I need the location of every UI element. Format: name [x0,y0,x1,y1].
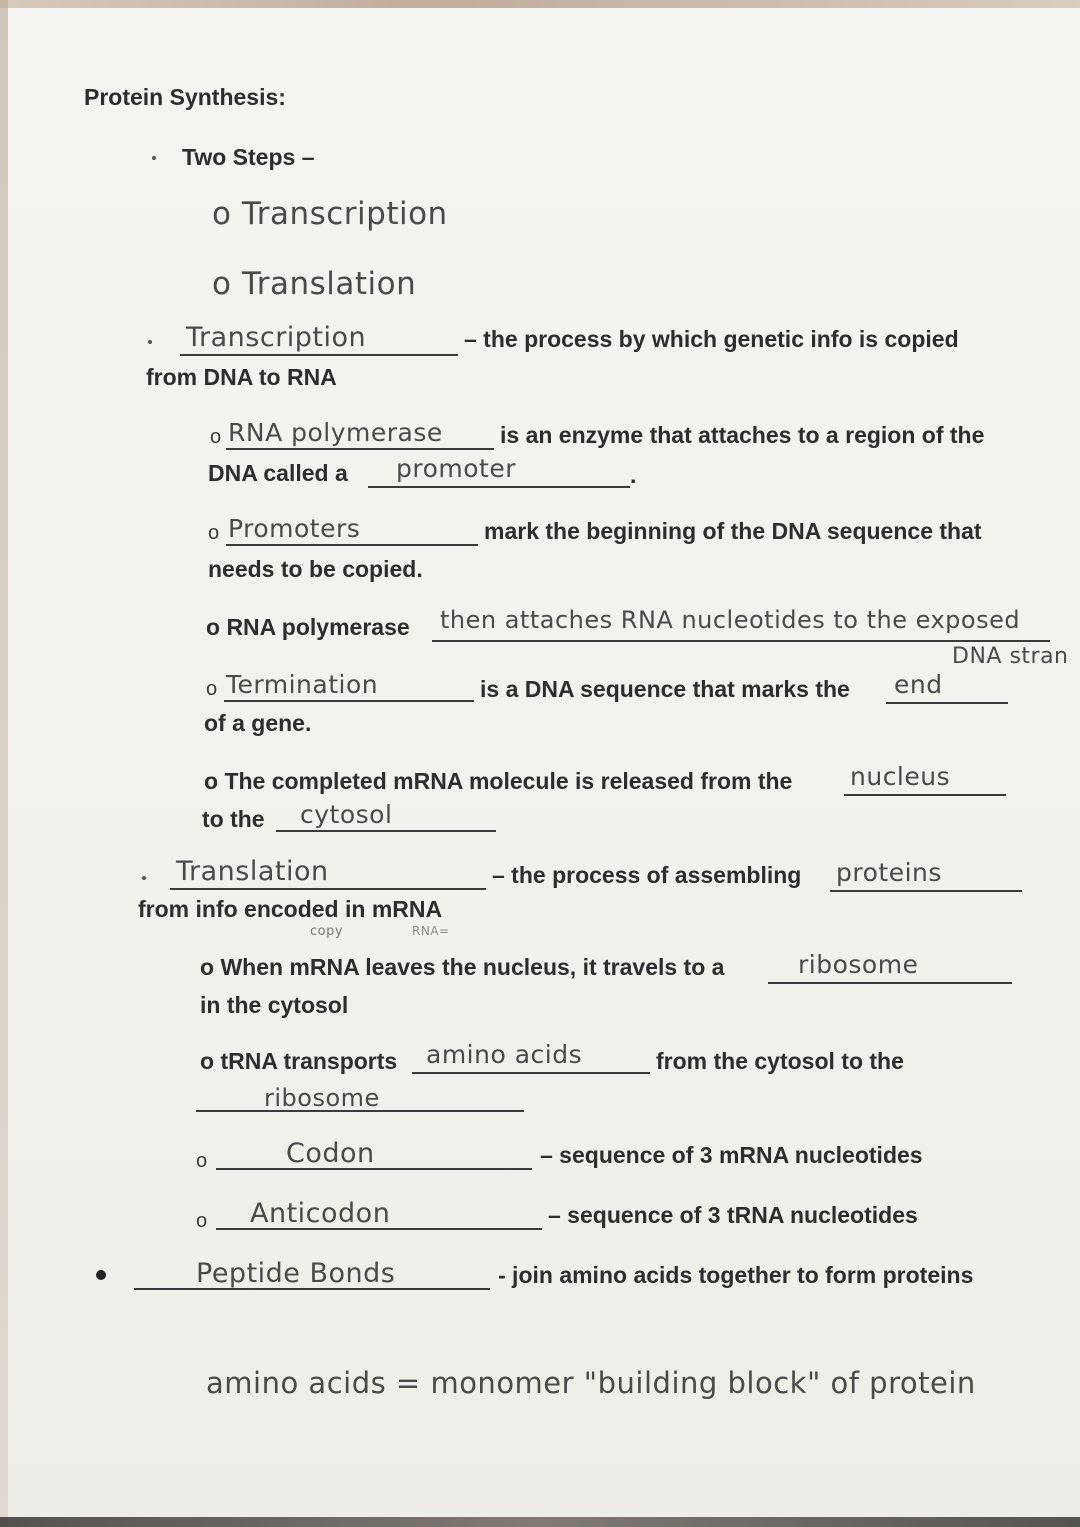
bullet-icon [148,340,152,344]
answer-blank-line [180,354,458,356]
trna-text-cont: from the cytosol to the [656,1048,904,1074]
paper-edge-bottom [0,1517,1080,1527]
attach-text: o RNA polymerase [206,614,410,640]
anticodon-answer: Anticodon [250,1198,391,1229]
answer-blank-line [830,890,1022,892]
answer-blank-line [412,1072,650,1074]
promoters-text-cont: needs to be copied. [208,556,423,582]
handwritten-footnote: amino acids = monomer "building block" of protein [206,1366,976,1400]
promoter-answer: promoter [396,454,517,483]
termination-text: is a DNA sequence that marks the [480,676,850,702]
ribosome-answer-2: ribosome [264,1084,380,1112]
margin-note-copy: copy [310,924,344,939]
answer-blank-line [196,1110,524,1112]
answer-blank-line [216,1168,532,1170]
codon-text: – sequence of 3 mRNA nucleotides [540,1142,923,1168]
attach-answer: then attaches RNA nucleotides to the exposed [440,606,1021,634]
bullet-icon [142,876,146,880]
amino-acids-answer: amino acids [426,1040,583,1069]
released-text: o The completed mRNA molecule is released from the [204,768,793,794]
translation-definition: – the process of assembling [492,862,802,888]
transcription-answer: Transcription [186,322,367,353]
translation-answer: Translation [176,856,329,887]
polymerase-text-cont: DNA called a [208,460,348,486]
promoters-answer: Promoters [228,514,361,543]
answer-blank-line [844,794,1006,796]
translation-definition-cont: from info encoded in mRNA [138,896,443,922]
paper-edge-left [0,0,8,1527]
answer-blank-line [768,982,1012,984]
rna-polymerase-answer: RNA polymerase [228,418,443,447]
termination-answer: Termination [226,670,379,699]
answer-blank-line [276,830,496,832]
peptide-text: - join amino acids together to form proteins [498,1262,974,1288]
answer-blank-line [216,1228,542,1230]
margin-note-rna: RNA= [412,924,450,938]
bullet-icon [152,156,156,160]
answer-blank-line [432,640,1050,642]
ribosome-text-cont: in the cytosol [200,992,349,1018]
step-translation: o Translation [212,266,417,302]
bullet-icon [96,1270,106,1280]
promoters-text: mark the beginning of the DNA sequence that [484,518,982,544]
page-title: Protein Synthesis: [84,84,286,110]
answer-blank-line [224,700,474,702]
ribosome-answer: ribosome [798,950,919,979]
peptide-bonds-answer: Peptide Bonds [196,1258,396,1289]
polymerase-text: is an enzyme that attaches to a region of the [500,422,985,448]
nucleus-answer: nucleus [850,762,951,791]
end-answer: end [894,670,943,699]
answer-blank-line [886,702,1008,704]
cytosol-answer: cytosol [300,800,393,829]
sub-bullet-icon: o [196,1210,208,1232]
termination-text-cont: of a gene. [204,710,312,736]
sub-bullet-icon: o [206,678,218,700]
two-steps-label: Two Steps – [182,144,315,170]
transcription-definition: – the process by which genetic info is copied [464,326,959,352]
transcription-definition-cont: from DNA to RNA [146,364,337,390]
answer-blank-line [226,544,478,546]
anticodon-text: – sequence of 3 tRNA nucleotides [548,1202,918,1228]
answer-blank-line [368,486,630,488]
period: . [630,462,637,488]
trna-text: o tRNA transports [200,1048,398,1074]
answer-blank-line [170,888,486,890]
paper-edge-top [0,0,1080,8]
codon-answer: Codon [286,1138,375,1169]
sub-bullet-icon: o [208,522,220,544]
sub-bullet-icon: o [196,1150,208,1172]
sub-bullet-icon: o [210,426,222,448]
proteins-answer: proteins [836,858,942,887]
step-transcription: o Transcription [212,196,448,232]
attach-answer-cont: DNA stran [952,644,1069,669]
answer-blank-line [134,1288,490,1290]
answer-blank-line [226,448,494,450]
ribosome-text: o When mRNA leaves the nucleus, it travels to a [200,954,725,980]
released-text-cont: to the [202,806,265,832]
